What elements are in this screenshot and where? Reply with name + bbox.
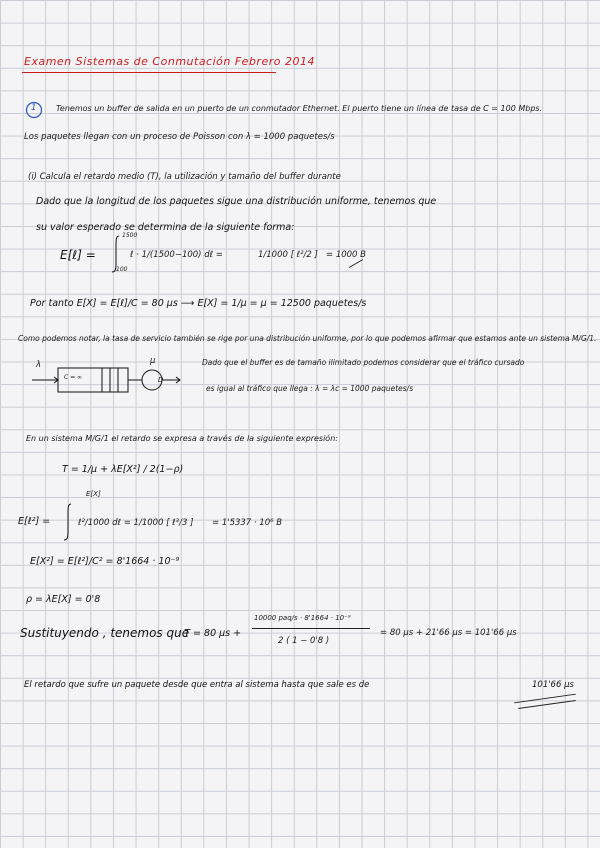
part-i-heading: (i) Calcula el retardo medio (T), la utilización y tamaño del buffer durante [28,172,341,182]
conclusion-text: El retardo que sufre un paquete desde que entra al sistema hasta que sale es de [24,680,370,690]
por-tanto-line: Por tanto E[X] = E[ℓ]/C = 80 μs ⟶ E[X] = 1/μ = μ = 12500 paquetes/s [30,298,367,309]
diagram-output-label: D [158,376,164,384]
el-equation-result: = 1000 B [326,250,366,260]
part-i-line1: Dado que la longitud de los paquetes sigue una distribución uniforme, tenemos que [36,196,437,207]
integral-lower-limit: 100 [116,266,128,273]
formula-rho: ρ = λE[X] = 0'8 [26,594,101,605]
diagram-server-label: μ [150,356,156,366]
formula-El2: E[ℓ²] = [18,516,51,527]
problem-number: 1 [31,103,37,113]
title-underline [22,72,276,73]
diagram-queue-label: C = ∞ [64,374,83,381]
queue-diagram [30,360,200,400]
traffic-note-line1: Dado que el buffer es de tamaño ilimitado podemos considerar que el tráfico cursado [202,358,525,367]
substitution-numerator: 10000 paq/s · 8'1664 · 10⁻⁹ [254,614,351,622]
diagram-arrival-label: λ [36,360,42,370]
traffic-note-line2: es igual al tráfico que llega : λ = λc = 1000 paquetes/s [206,384,414,393]
problem-statement-line1: Tenemos un buffer de salida en un puerto de un conmutador Ethernet. El puerto tiene un línea de tasa de C = 100 Mbps. [56,104,543,113]
page-title: Examen Sistemas de Conmutación Febrero 2014 [24,55,315,68]
problem-statement-line2: Los paquetes llegan con un proceso de Poisson con λ = 1000 paquetes/s [24,132,335,142]
formula-El2-integral: ℓ²/1000 dℓ = 1/1000 [ ℓ³/3 ] [78,518,194,528]
conclusion-value: 101'66 μs [532,680,574,690]
part-i-line2: su valor esperado se determina de la siguiente forma: [36,222,295,233]
mg1-note: En un sistema M/G/1 el retardo se expresa a través de la siguiente expresión: [26,434,338,443]
substitution-label: Sustituyendo , tenemos que [20,626,190,640]
result-double-slash [349,259,363,268]
service-note: Como podemos notar, la tasa de servicio también se rige por una distribución uniforme, por lo que podemos afirmar que estamos ante un sistema M/G/1. [18,334,597,343]
formula-ex-label: E[X] [86,490,101,498]
el-equation-lhs: E[ℓ] = [60,248,96,262]
integral-sign-2 [62,502,74,542]
el-equation-middle: ℓ · 1/(1500−100) dℓ = [130,250,223,260]
substitution-expr: : T = 80 μs + [178,628,242,639]
substitution-result: = 80 μs + 21'66 μs = 101'66 μs [380,628,517,638]
el-equation-rhs: 1/1000 [ ℓ²/2 ] [258,250,318,260]
formula-T: T = 1/μ + λE[X²] / 2(1−ρ) [62,464,184,475]
formula-El2-result: = 1'5337 · 10⁶ B [212,518,283,528]
substitution-denominator: 2 ( 1 − 0'8 ) [278,636,330,646]
substitution-fraction-bar [252,628,370,629]
integral-upper-limit: 1500 [122,232,138,239]
formula-EX2: E[X²] = E[ℓ²]/C² = 8'1664 · 10⁻⁹ [30,556,180,567]
